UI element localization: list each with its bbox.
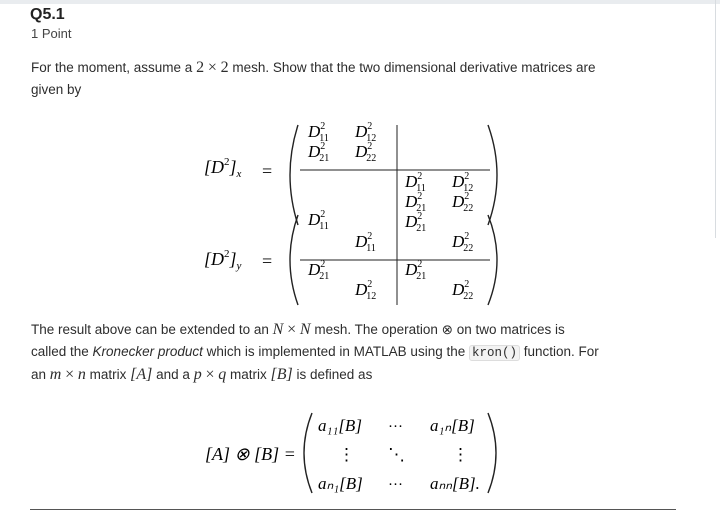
dx-entry-11-4: $D^2$ 11 — [405, 171, 426, 194]
bottom-divider — [30, 509, 676, 510]
kron-hdots-bottom: ··· — [388, 477, 403, 493]
kron-a11: a₁₁[B] — [318, 416, 362, 435]
dy-entries — [307, 209, 473, 302]
dy-entry-12-3: $D^2$ 12 — [355, 279, 377, 302]
equals-x: = — [262, 161, 273, 181]
paren-left-y — [290, 215, 298, 305]
paren-left-x — [290, 125, 298, 225]
dx-entries — [307, 121, 473, 214]
paren-right-x — [488, 125, 497, 225]
kron-lhs: [A] ⊗ [B] = — [205, 444, 296, 464]
kron-code: kron() — [469, 345, 520, 361]
dx-entry-22-7: $D^2$ 22 — [452, 191, 474, 214]
dx-entry-11-0: $D^2$ 11 — [308, 121, 329, 144]
kron-vdots-left: ⋮ — [338, 445, 355, 464]
kron-an1: aₙ₁[B] — [318, 474, 363, 493]
kron-ann: aₙₙ[B]. — [430, 474, 480, 493]
mesh-derivative-matrices — [0, 115, 720, 315]
dy-entry-22-5: $D^2$ 22 — [452, 231, 474, 254]
dx-entry-22-3: $D^2$ 22 — [355, 141, 377, 164]
question-points: 1 Point — [31, 26, 72, 41]
dx-entry-21-6: $D^2$ 21 — [405, 191, 427, 214]
dx-entry-12-5: $D^2$ 12 — [452, 171, 474, 194]
top-border — [0, 0, 720, 4]
kron-hdots-top: ··· — [388, 419, 403, 435]
dy-entry-21-6: $D^2$ 21 — [405, 259, 427, 282]
intro-paragraph: For the moment, assume a 2 × 2 mesh. Show that the two dimensional derivative matrices are given by — [31, 59, 596, 97]
dy-entry-22-7: $D^2$ 22 — [452, 279, 474, 302]
result-paragraph: The result above can be extended to an N × N mesh. The operation ⊗ on two matrices is called the Kronecker product which is implemented in MATLAB using the kron() function. For an m × n matrix [A] and a p × q matrix [B] is defined as — [31, 321, 599, 383]
kron-paren-left — [304, 413, 312, 493]
lhs-dx: $[D^2]_x$ — [204, 156, 242, 180]
equals-y: = — [262, 251, 273, 271]
kron-vdots-right: ⋮ — [452, 445, 469, 464]
kron-a1n: a₁ₙ[B] — [430, 416, 475, 435]
kronecker-definition — [0, 405, 720, 505]
dy-entry-21-4: $D^2$ 21 — [405, 211, 427, 234]
dx-entry-12-1: $D^2$ 12 — [355, 121, 377, 144]
kron-ddots: ⋱ — [388, 445, 405, 464]
dy-entry-11-0: $D^2$ 11 — [308, 209, 329, 232]
lhs-dy: $[D^2]_y$ — [204, 248, 242, 272]
kron-paren-right — [488, 413, 496, 493]
dx-entry-21-2: $D^2$ 21 — [308, 141, 330, 164]
question-title: Q5.1 — [30, 6, 65, 23]
dy-entry-11-1: $D^2$ 11 — [355, 231, 376, 254]
dy-entry-21-2: $D^2$ 21 — [308, 259, 330, 282]
